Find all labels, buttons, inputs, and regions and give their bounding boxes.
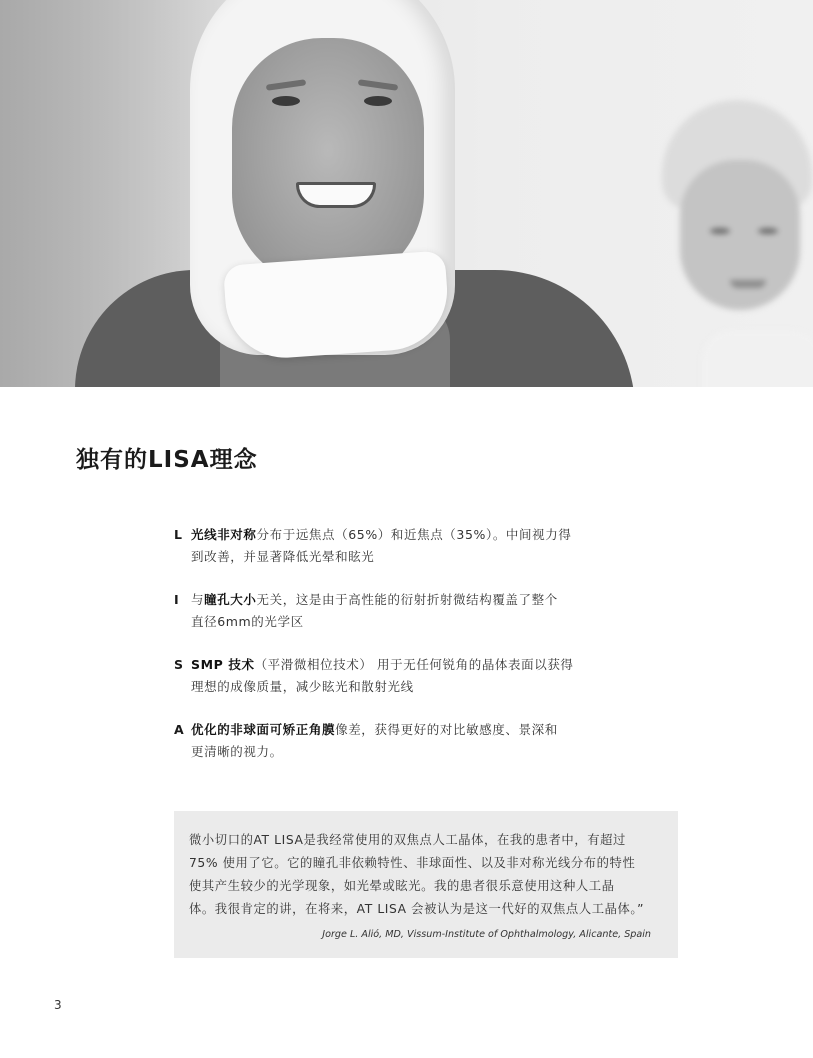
lisa-item-i <box>174 589 594 632</box>
lisa-line: 优化的非球面可矫正角膜像差，获得更好的对比敏感度、景深和 <box>191 722 558 737</box>
hero-photo <box>0 0 813 387</box>
lisa-line: 直径6mm的光学区 <box>191 613 304 629</box>
lisa-line: 理想的成像质量，减少眩光和散射光线 <box>191 678 414 694</box>
lisa-item-a <box>174 719 594 762</box>
lisa-line: 光线非对称分布于远焦点（65%）和近焦点（35%）。中间视力得 <box>191 527 572 542</box>
surgeon-eye-right <box>364 96 392 106</box>
page-number: 3 <box>54 998 62 1012</box>
lisa-line: SMP 技术（平滑微相位技术） 用于无任何锐角的晶体表面以获得 <box>191 657 574 672</box>
quote-line: 75% 使用了它。它的瞳孔非依赖特性、非球面性、以及非对称光线分布的特性 <box>189 856 636 870</box>
lisa-line: 到改善，并显著降低光晕和眩光 <box>191 548 375 564</box>
surgeon-eye-left <box>272 96 300 106</box>
surgeon-smile <box>296 182 376 208</box>
lisa-line: 与瞳孔大小无关，这是由于高性能的衍射折射微结构覆盖了整个 <box>191 592 558 607</box>
lisa-item-s <box>174 654 594 697</box>
page-title: 独有的LISA理念 <box>76 447 258 473</box>
surgeon-face <box>232 38 424 288</box>
lisa-letter: I <box>174 592 180 607</box>
lisa-item-l <box>174 524 594 567</box>
background-nurse-figure <box>662 100 813 387</box>
quote-line: 微小切口的AT LISA是我经常使用的双焦点人工晶体，在我的患者中，有超过 <box>189 833 626 847</box>
quote-line: 体。我很肯定的讲，在将来，AT LISA 会被认为是这一代好的双焦点人工晶体。” <box>189 902 645 916</box>
lisa-letter: A <box>174 722 185 737</box>
lisa-letter: L <box>174 527 183 542</box>
quote-line: 使其产生较少的光学现象，如光晕或眩光。我的患者很乐意使用这种人工晶 <box>189 879 615 893</box>
quote-author: Jorge L. Alió, MD, Vissum-Institute of Ophthalmology, Alicante, Spain <box>322 929 651 940</box>
lisa-letter: S <box>174 657 184 672</box>
lisa-list <box>174 524 594 784</box>
testimonial-box <box>174 811 678 958</box>
lisa-line: 更清晰的视力。 <box>191 743 283 759</box>
